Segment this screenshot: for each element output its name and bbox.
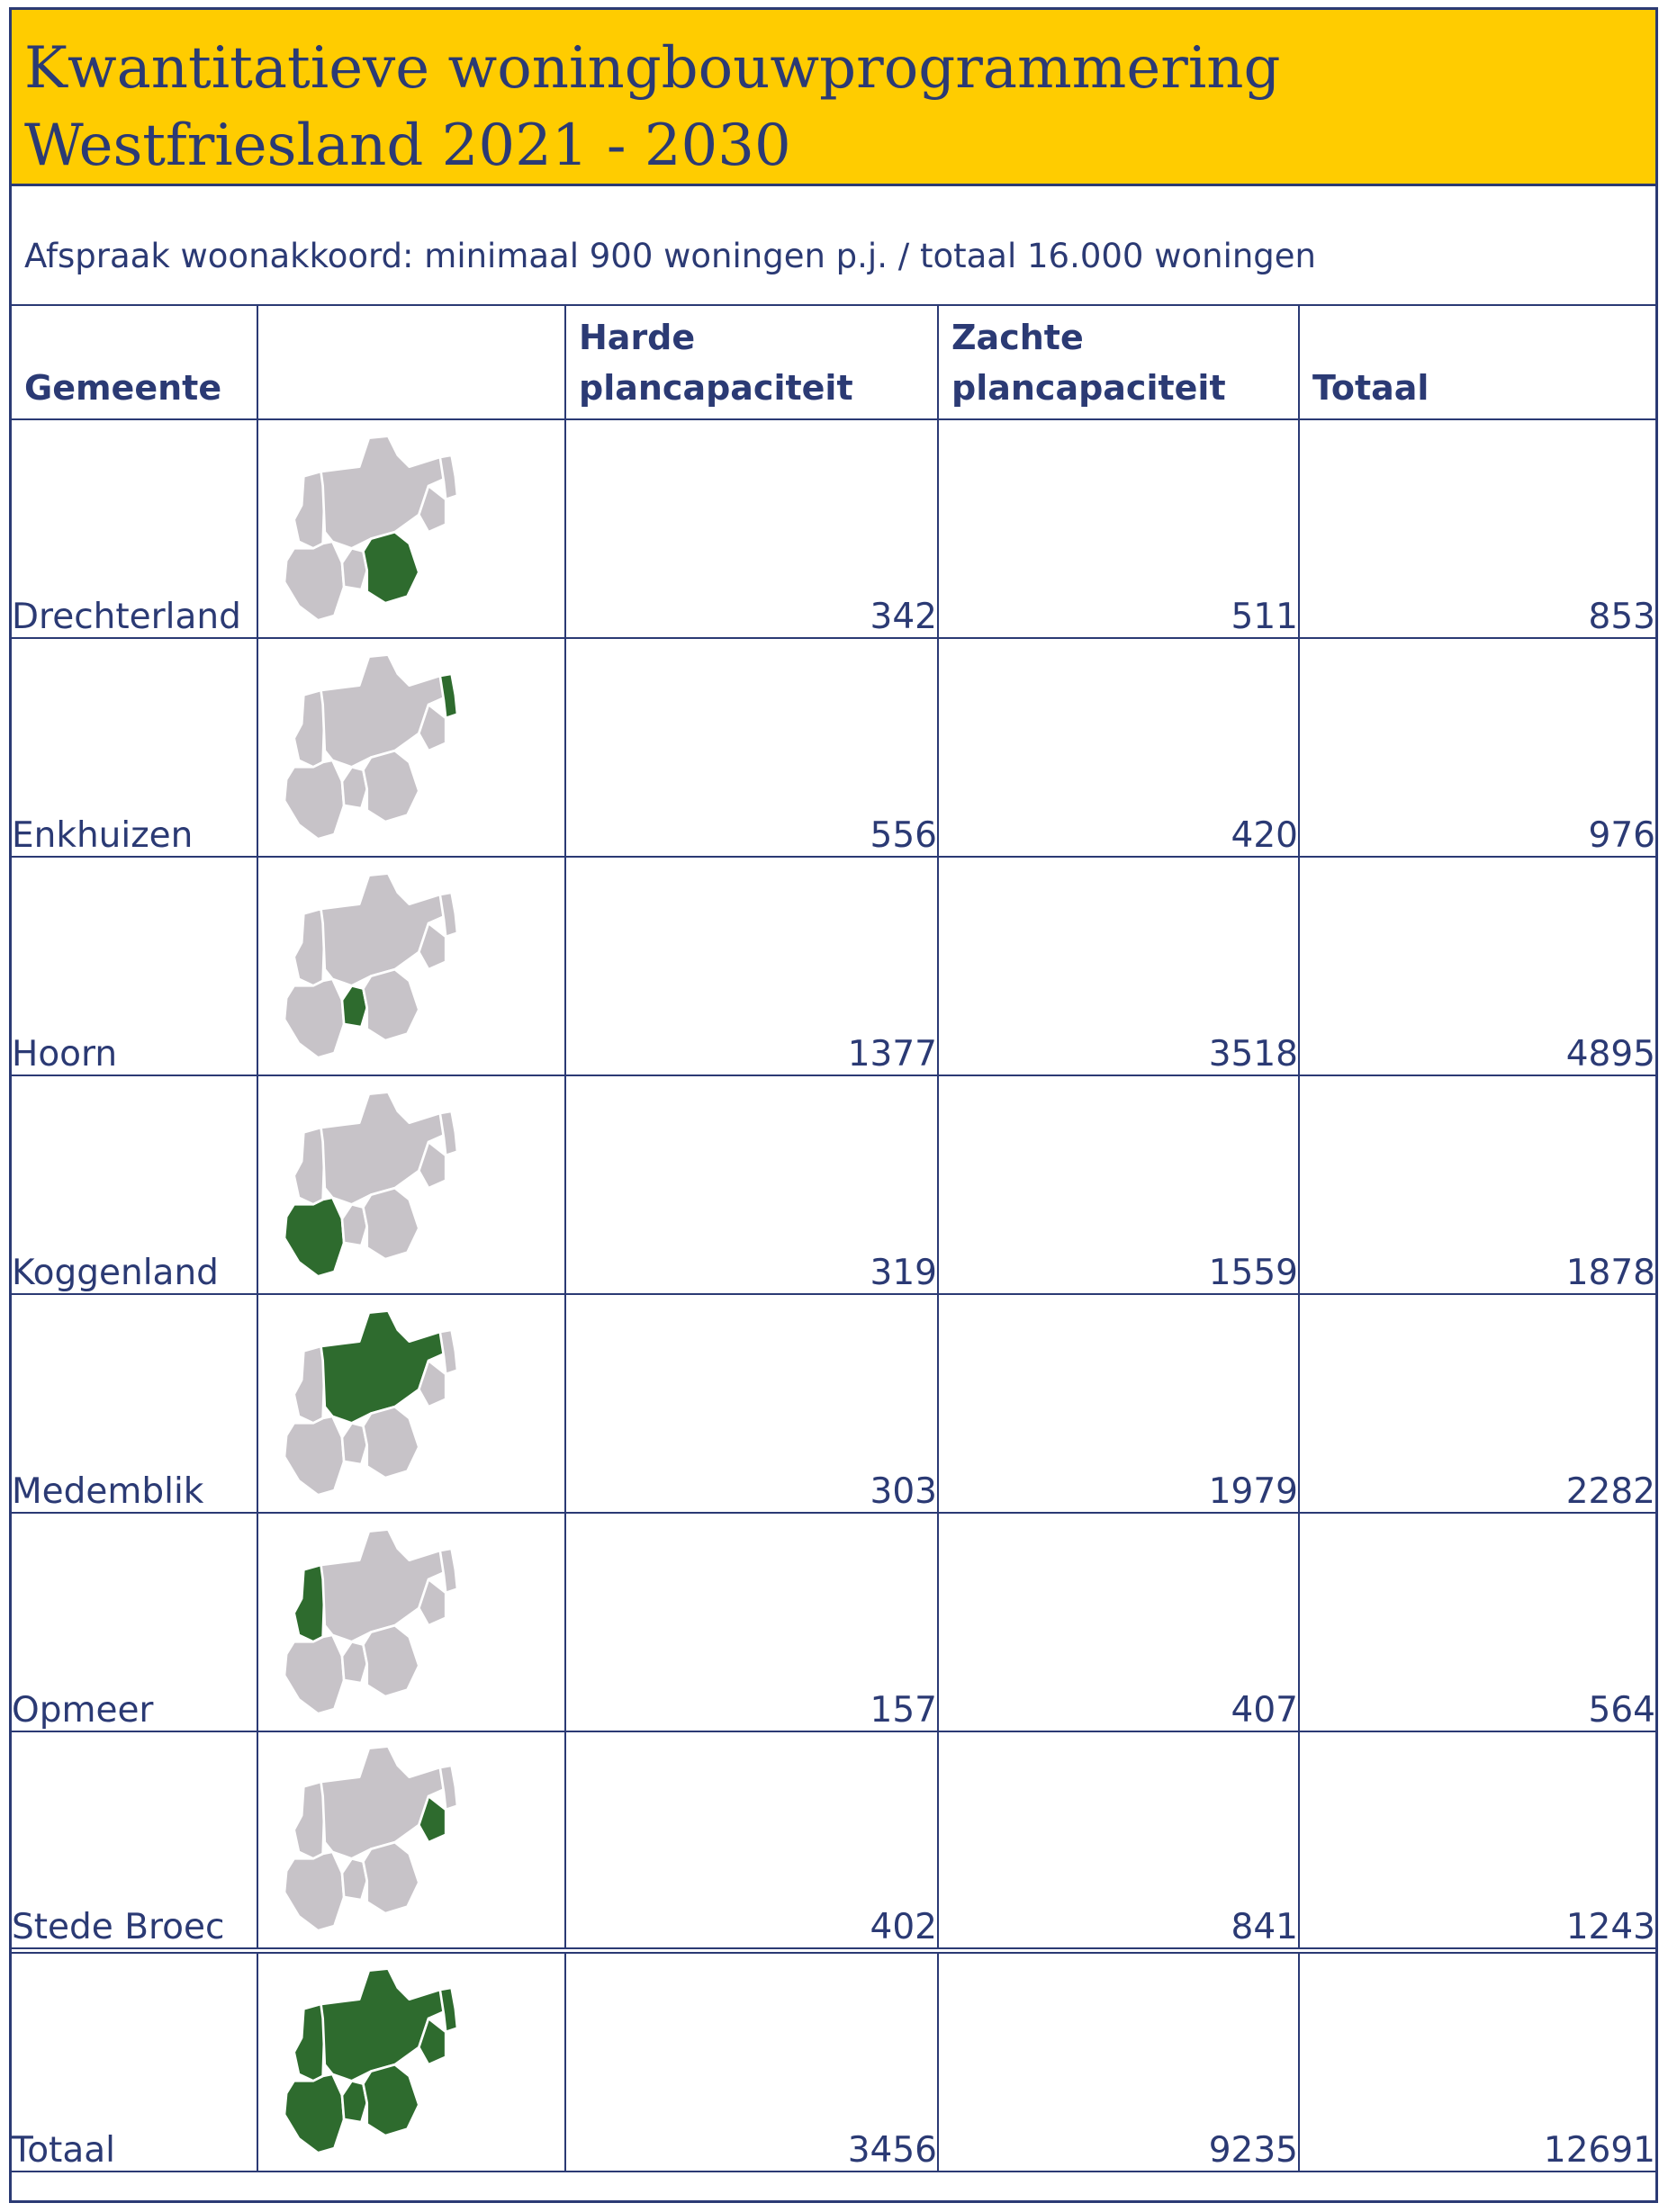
header-harde-line1: Harde bbox=[579, 318, 696, 357]
harde-value: 303 bbox=[565, 1294, 938, 1513]
map-region-opmeer bbox=[294, 472, 325, 548]
map-region-enkhuizen bbox=[440, 673, 457, 717]
westfriesland-map-icon bbox=[258, 428, 483, 630]
totaal-value: 976 bbox=[1299, 638, 1655, 857]
table-row-total bbox=[12, 1950, 1655, 2172]
report-frame bbox=[9, 7, 1658, 2203]
totaal-value: 2282 bbox=[1299, 1294, 1655, 1513]
zachte-value: 420 bbox=[938, 638, 1299, 857]
map-cell bbox=[257, 857, 565, 1075]
gemeente-name: Koggenland bbox=[12, 1075, 257, 1294]
map-region-opmeer bbox=[294, 2004, 325, 2081]
table-row-hoorn bbox=[12, 857, 1655, 1075]
westfriesland-map-icon bbox=[258, 1522, 483, 1723]
header-zachte-line1: Zachte bbox=[951, 318, 1084, 357]
totaal-value: 853 bbox=[1299, 419, 1655, 638]
westfriesland-map-icon bbox=[258, 647, 483, 849]
map-region-koggenland bbox=[284, 1416, 344, 1494]
table-row-drechterland bbox=[12, 419, 1655, 638]
map-region-koggenland bbox=[284, 978, 344, 1057]
harde-value: 157 bbox=[565, 1513, 938, 1731]
totaal-value: 4895 bbox=[1299, 857, 1655, 1075]
westfriesland-map-icon bbox=[258, 866, 483, 1067]
title-line-2: Westfriesland 2021 - 2030 bbox=[24, 112, 791, 179]
westfriesland-map-icon bbox=[258, 1961, 483, 2163]
table-row-enkhuizen bbox=[12, 638, 1655, 857]
map-region-drechterland bbox=[363, 751, 419, 822]
gemeente-name: Opmeer bbox=[12, 1513, 257, 1731]
header-map bbox=[257, 305, 565, 419]
gemeente-name: Enkhuizen bbox=[12, 638, 257, 857]
header-zachte-line2: plancapaciteit bbox=[951, 368, 1226, 408]
map-cell bbox=[257, 1950, 565, 2172]
gemeente-name: Medemblik bbox=[12, 1294, 257, 1513]
harde-value: 342 bbox=[565, 419, 938, 638]
map-region-opmeer bbox=[294, 909, 325, 985]
housing-table bbox=[12, 304, 1655, 2172]
map-cell bbox=[257, 638, 565, 857]
totaal-value: 1243 bbox=[1299, 1731, 1655, 1950]
map-region-enkhuizen bbox=[440, 454, 457, 499]
gemeente-name: Stede Broec bbox=[12, 1731, 257, 1950]
map-region-drechterland bbox=[363, 1625, 419, 1696]
zachte-value: 1979 bbox=[938, 1294, 1299, 1513]
totaal-value: 1878 bbox=[1299, 1075, 1655, 1294]
table-row-koggenland bbox=[12, 1075, 1655, 1294]
map-region-drechterland bbox=[363, 1188, 419, 1259]
zachte-value: 841 bbox=[938, 1731, 1299, 1950]
header-harde-line2: plancapaciteit bbox=[579, 368, 853, 408]
table-row-stede-broec bbox=[12, 1731, 1655, 1950]
map-region-enkhuizen bbox=[440, 1548, 457, 1592]
map-region-enkhuizen bbox=[440, 892, 457, 936]
zachte-value: 511 bbox=[938, 419, 1299, 638]
map-region-koggenland bbox=[284, 2074, 344, 2153]
harde-value: 402 bbox=[565, 1731, 938, 1950]
title-line-1: Kwantitatieve woningbouwprogrammering bbox=[24, 35, 1281, 102]
harde-value: 1377 bbox=[565, 857, 938, 1075]
map-region-enkhuizen bbox=[440, 1988, 457, 2032]
harde-value: 319 bbox=[565, 1075, 938, 1294]
map-region-opmeer bbox=[294, 1346, 325, 1423]
map-cell bbox=[257, 1513, 565, 1731]
map-region-opmeer bbox=[294, 1565, 325, 1641]
table-row-medemblik bbox=[12, 1294, 1655, 1513]
map-region-drechterland bbox=[363, 532, 419, 603]
westfriesland-map-icon bbox=[258, 1084, 483, 1286]
map-region-drechterland bbox=[363, 1842, 419, 1913]
header-zachte bbox=[938, 305, 1299, 419]
map-region-koggenland bbox=[284, 760, 344, 838]
header-totaal: Totaal bbox=[1299, 305, 1655, 419]
map-region-koggenland bbox=[284, 541, 344, 619]
map-region-drechterland bbox=[363, 969, 419, 1040]
subtitle: Afspraak woonakkoord: minimaal 900 woningen p.j. / totaal 16.000 woningen bbox=[24, 237, 1316, 275]
header-gemeente: Gemeente bbox=[12, 305, 257, 419]
westfriesland-map-icon bbox=[258, 1303, 483, 1505]
map-region-opmeer bbox=[294, 1128, 325, 1204]
total-zachte-value: 9235 bbox=[938, 1950, 1299, 2172]
zachte-value: 1559 bbox=[938, 1075, 1299, 1294]
map-region-drechterland bbox=[363, 1407, 419, 1478]
map-region-opmeer bbox=[294, 1782, 325, 1858]
zachte-value: 407 bbox=[938, 1513, 1299, 1731]
map-region-enkhuizen bbox=[440, 1329, 457, 1373]
harde-value: 556 bbox=[565, 638, 938, 857]
total-totaal-value: 12691 bbox=[1299, 1950, 1655, 2172]
total-label: Totaal bbox=[12, 1950, 257, 2172]
map-region-enkhuizen bbox=[440, 1110, 457, 1155]
map-cell bbox=[257, 1075, 565, 1294]
map-region-koggenland bbox=[284, 1197, 344, 1275]
gemeente-name: Drechterland bbox=[12, 419, 257, 638]
map-region-opmeer bbox=[294, 690, 325, 767]
map-region-koggenland bbox=[284, 1852, 344, 1930]
table-header-row bbox=[12, 305, 1655, 419]
map-cell bbox=[257, 419, 565, 638]
map-cell bbox=[257, 1731, 565, 1950]
map-region-koggenland bbox=[284, 1634, 344, 1713]
header-harde bbox=[565, 305, 938, 419]
table-row-opmeer bbox=[12, 1513, 1655, 1731]
gemeente-name: Hoorn bbox=[12, 857, 257, 1075]
westfriesland-map-icon bbox=[258, 1739, 483, 1940]
map-region-drechterland bbox=[363, 2064, 419, 2136]
total-harde-value: 3456 bbox=[565, 1950, 938, 2172]
totaal-value: 564 bbox=[1299, 1513, 1655, 1731]
title-bar bbox=[12, 10, 1655, 186]
map-cell bbox=[257, 1294, 565, 1513]
map-region-enkhuizen bbox=[440, 1766, 457, 1810]
zachte-value: 3518 bbox=[938, 857, 1299, 1075]
